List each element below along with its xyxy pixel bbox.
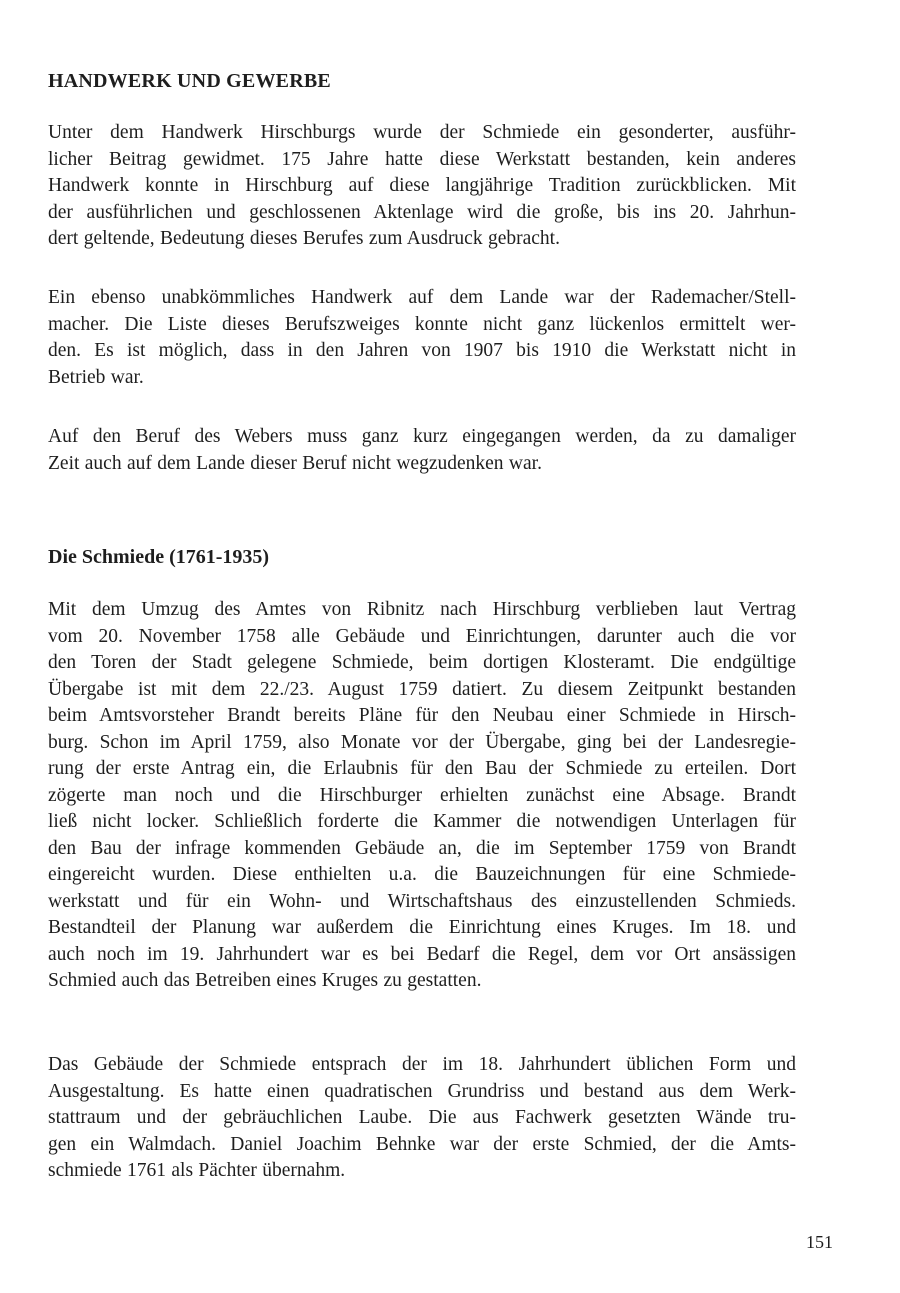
text-line: Zeit auch auf dem Lande dieser Beruf nicht wegzudenken war. (48, 452, 542, 474)
text-line: vom 20. November 1758 alle Gebäude und Einrichtungen, darunter auch die vor (48, 625, 796, 647)
text-line: Bestandteil der Planung war außerdem die Einrichtung eines Kruges. Im 18. und (48, 917, 796, 938)
text-line: Ausgestaltung. Es hatte einen quadratischen Grundriss und bestand aus dem Werk- (48, 1080, 796, 1102)
text-line: Betrieb war. (48, 366, 144, 388)
text-line: Schmied auch das Betreiben eines Kruges zu gestatten. (48, 970, 482, 991)
text-line: schmiede 1761 als Pächter übernahm. (48, 1160, 346, 1181)
text-line: ließ nicht locker. Schließlich forderte die Kammer die notwendigen Unterlagen für (48, 811, 796, 832)
text-line: zögerte man noch und die Hirschburger erhielten zunächst eine Absage. Brandt (48, 784, 796, 806)
text-line: beim Amtsvorsteher Brandt bereits Pläne für den Neubau einer Schmiede in Hirsch- (48, 705, 796, 726)
text-line: burg. Schon im April 1759, also Monate vor der Übergabe, ging bei der Landesregie- (48, 731, 796, 753)
text-line: gen ein Walmdach. Daniel Joachim Behnke war der erste Schmied, der die Amts- (48, 1133, 796, 1155)
text-line: eingereicht wurden. Diese enthielten u.a. die Bauzeichnungen für eine Schmiede- (48, 864, 796, 885)
paragraph-schmiede-1 (48, 597, 796, 995)
text-line: Ein ebenso unabkömmliches Handwerk auf dem Lande war der Rademacher/Stell- (48, 287, 796, 308)
paragraph-intro-1 (48, 120, 796, 253)
text-line: stattraum und der gebräuchlichen Laube. Die aus Fachwerk gesetzten Wände tru- (48, 1107, 796, 1128)
text-line: den Toren der Stadt gelegene Schmiede, beim dortigen Klosteramt. Die endgültige (48, 652, 796, 673)
text-line: auch noch im 19. Jahrhundert war es bei Bedarf die Regel, dem vor Ort ansässigen (48, 943, 796, 965)
text-line: licher Beitrag gewidmet. 175 Jahre hatte diese Werkstatt bestanden, kein anderes (48, 148, 796, 170)
text-line: der ausführlichen und geschlossenen Aktenlage wird die große, bis ins 20. Jahrhun- (48, 201, 796, 223)
section-heading (48, 546, 269, 569)
text-line: macher. Die Liste dieses Berufszweiges konnte nicht ganz lückenlos ermittelt wer- (48, 313, 796, 335)
paragraph-intro-3 (48, 424, 796, 477)
section-years: (1761-1935) (169, 546, 270, 568)
text-line: werkstatt und für ein Wohn- und Wirtschaftshaus des einzustellenden Schmieds. (48, 890, 796, 912)
text-line: Auf den Beruf des Webers muss ganz kurz eingegangen werden, da zu damaliger (48, 426, 796, 447)
text-line: Handwerk konnte in Hirschburg auf diese langjährige Tradition zurückblicken. Mit (48, 175, 796, 196)
paragraph-schmiede-2 (48, 1052, 796, 1185)
text-line: Das Gebäude der Schmiede entsprach der im 18. Jahrhundert üblichen Form und (48, 1054, 796, 1075)
section-title: Die Schmiede (48, 546, 165, 568)
page-number: 151 (806, 1232, 833, 1252)
text-line: Unter dem Handwerk Hirschburgs wurde der Schmiede ein gesonderter, ausführ- (48, 122, 796, 143)
text-line: Mit dem Umzug des Amtes von Ribnitz nach Hirschburg verblieben laut Vertrag (48, 599, 796, 620)
chapter-heading: HANDWERK UND GEWERBE (48, 70, 331, 92)
text-line: Übergabe ist mit dem 22./23. August 1759 datiert. Zu diesem Zeitpunkt bestanden (48, 678, 796, 700)
paragraph-intro-2 (48, 285, 796, 391)
text-line: rung der erste Antrag ein, die Erlaubnis für den Bau der Schmiede zu erteilen. Dort (48, 758, 796, 779)
text-line: dert geltende, Bedeutung dieses Berufes zum Ausdruck gebracht. (48, 228, 560, 249)
text-line: den. Es ist möglich, dass in den Jahren von 1907 bis 1910 die Werkstatt nicht in (48, 340, 796, 361)
text-line: den Bau der infrage kommenden Gebäude an, die im September 1759 von Brandt (48, 837, 796, 859)
